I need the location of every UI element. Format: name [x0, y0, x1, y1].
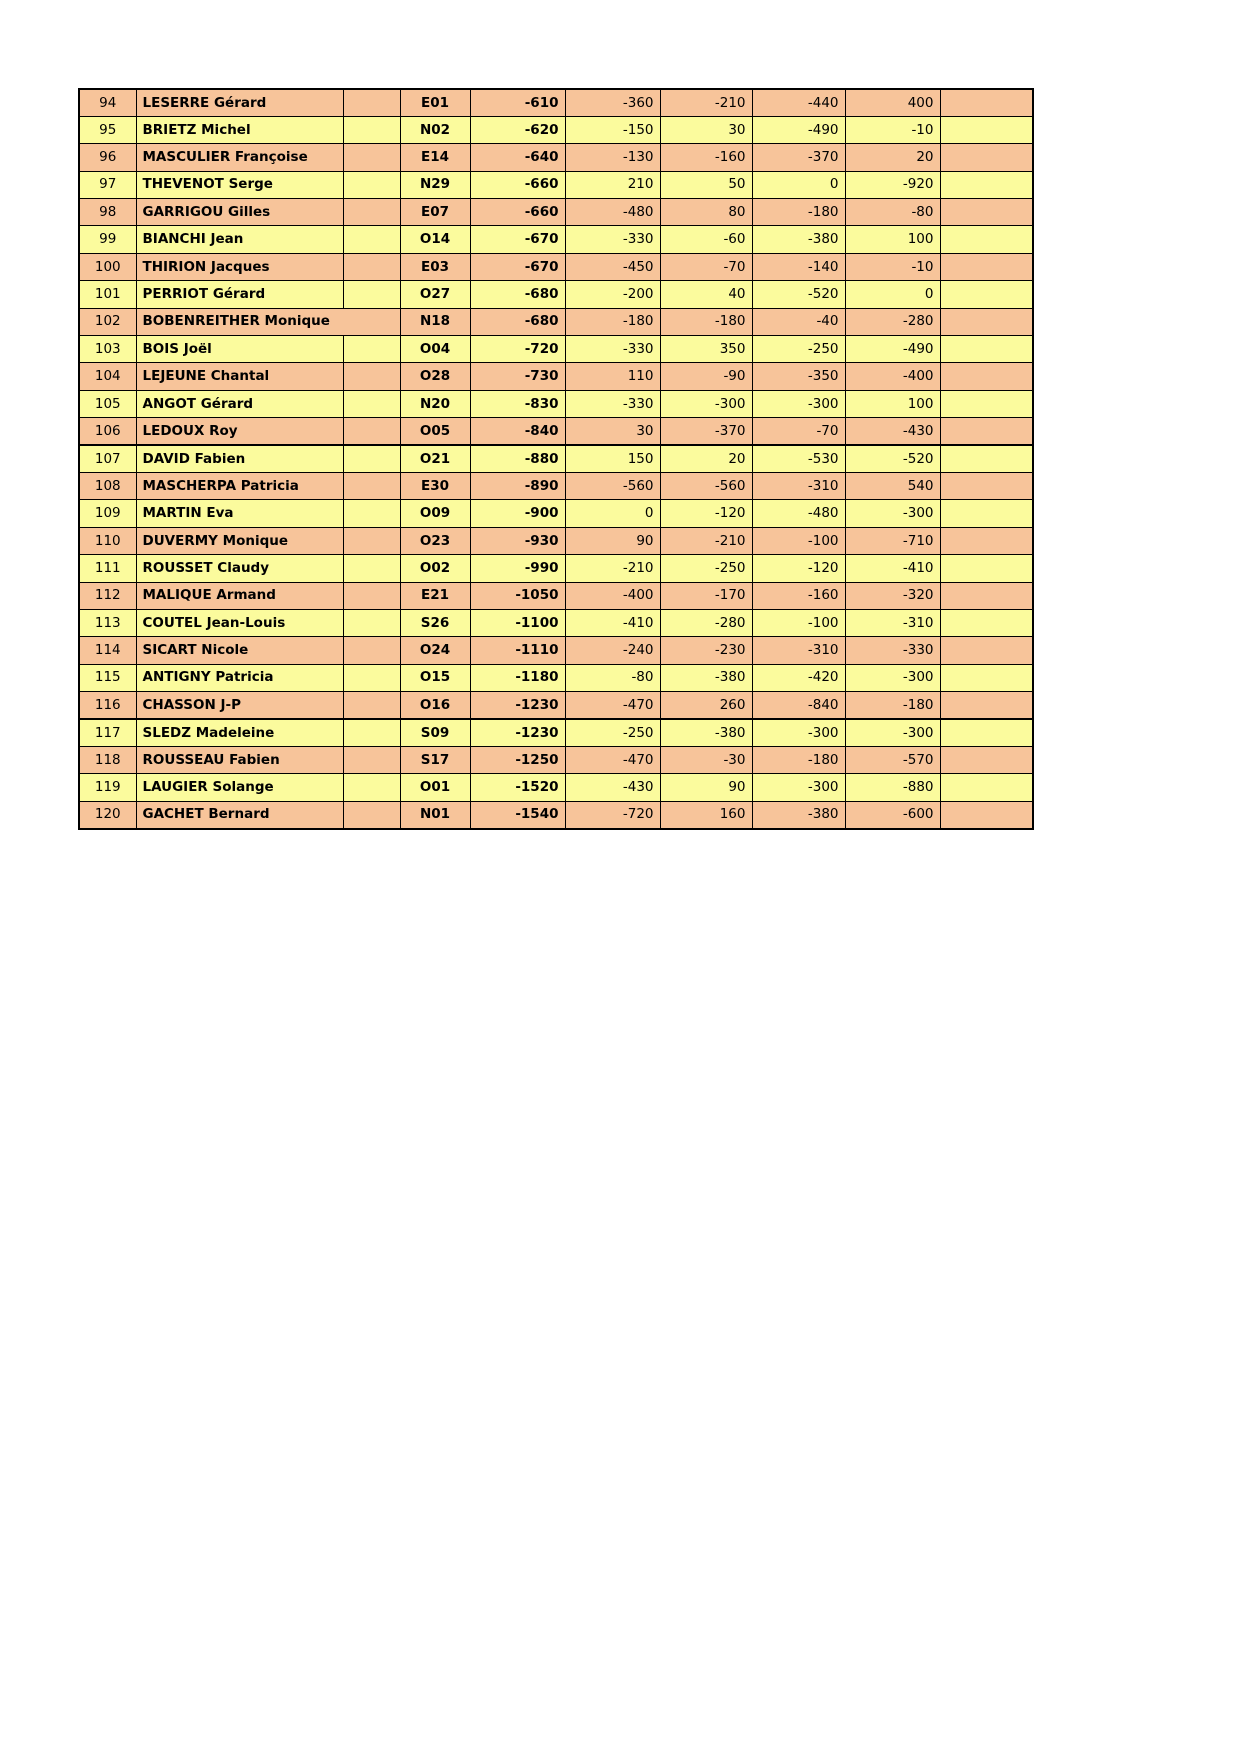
table-row	[79, 253, 1033, 280]
round2-score-cell: 20	[660, 445, 752, 472]
total-score-cell: -660	[470, 171, 565, 198]
total-score-cell: -830	[470, 390, 565, 417]
rank-cell: 100	[79, 253, 136, 280]
round4-score-cell: -710	[845, 527, 940, 554]
spacer-cell	[343, 472, 400, 499]
player-code-cell: O24	[400, 637, 470, 664]
spacer-cell	[343, 89, 400, 116]
trailing-blank-cell	[940, 226, 1033, 253]
spacer-cell	[343, 664, 400, 691]
round4-score-cell: -310	[845, 609, 940, 636]
round4-score-cell: -410	[845, 555, 940, 582]
spacer-cell	[343, 500, 400, 527]
trailing-blank-cell	[940, 445, 1033, 472]
trailing-blank-cell	[940, 801, 1033, 828]
rank-cell: 105	[79, 390, 136, 417]
player-name-cell: ANGOT Gérard	[136, 390, 343, 417]
player-name-cell: LEJEUNE Chantal	[136, 363, 343, 390]
table-row	[79, 472, 1033, 499]
player-name-cell: PERRIOT Gérard	[136, 281, 343, 308]
trailing-blank-cell	[940, 500, 1033, 527]
spacer-cell	[343, 171, 400, 198]
player-code-cell: N18	[400, 308, 470, 335]
total-score-cell: -1250	[470, 746, 565, 773]
rank-cell: 113	[79, 609, 136, 636]
total-score-cell: -720	[470, 336, 565, 363]
round1-score-cell: -240	[565, 637, 660, 664]
player-name-cell: THIRION Jacques	[136, 253, 343, 280]
player-code-cell: N02	[400, 116, 470, 143]
table-row	[79, 308, 1033, 335]
trailing-blank-cell	[940, 664, 1033, 691]
round4-score-cell: -280	[845, 308, 940, 335]
round4-score-cell: -490	[845, 336, 940, 363]
total-score-cell: -990	[470, 555, 565, 582]
round1-score-cell: 210	[565, 171, 660, 198]
rank-cell: 108	[79, 472, 136, 499]
player-name-cell: ANTIGNY Patricia	[136, 664, 343, 691]
table-row	[79, 692, 1033, 719]
player-code-cell: O02	[400, 555, 470, 582]
round3-score-cell: -370	[752, 144, 845, 171]
round2-score-cell: 40	[660, 281, 752, 308]
round3-score-cell: -530	[752, 445, 845, 472]
trailing-blank-cell	[940, 774, 1033, 801]
round1-score-cell: -130	[565, 144, 660, 171]
round3-score-cell: -480	[752, 500, 845, 527]
table-row	[79, 774, 1033, 801]
total-score-cell: -680	[470, 308, 565, 335]
player-code-cell: E14	[400, 144, 470, 171]
player-code-cell: S09	[400, 719, 470, 746]
round2-score-cell: -70	[660, 253, 752, 280]
rank-cell: 97	[79, 171, 136, 198]
round2-score-cell: -170	[660, 582, 752, 609]
player-name-cell: LAUGIER Solange	[136, 774, 343, 801]
table-row	[79, 226, 1033, 253]
table-row	[79, 719, 1033, 746]
round2-score-cell: -210	[660, 527, 752, 554]
total-score-cell: -680	[470, 281, 565, 308]
rank-cell: 98	[79, 199, 136, 226]
round2-score-cell: 160	[660, 801, 752, 828]
rank-cell: 116	[79, 692, 136, 719]
total-score-cell: -640	[470, 144, 565, 171]
round1-score-cell: -560	[565, 472, 660, 499]
round3-score-cell: -440	[752, 89, 845, 116]
rank-cell: 95	[79, 116, 136, 143]
round1-score-cell: 150	[565, 445, 660, 472]
trailing-blank-cell	[940, 582, 1033, 609]
round3-score-cell: -490	[752, 116, 845, 143]
round1-score-cell: 30	[565, 418, 660, 445]
trailing-blank-cell	[940, 308, 1033, 335]
total-score-cell: -670	[470, 253, 565, 280]
table-row	[79, 664, 1033, 691]
table-row	[79, 336, 1033, 363]
table-row	[79, 527, 1033, 554]
round1-score-cell: -450	[565, 253, 660, 280]
round1-score-cell: -360	[565, 89, 660, 116]
round4-score-cell: 0	[845, 281, 940, 308]
round3-score-cell: -300	[752, 774, 845, 801]
total-score-cell: -900	[470, 500, 565, 527]
round4-score-cell: -400	[845, 363, 940, 390]
trailing-blank-cell	[940, 199, 1033, 226]
round2-score-cell: -380	[660, 664, 752, 691]
rank-cell: 99	[79, 226, 136, 253]
player-code-cell: O01	[400, 774, 470, 801]
round3-score-cell: -40	[752, 308, 845, 335]
total-score-cell: -1230	[470, 692, 565, 719]
total-score-cell: -1520	[470, 774, 565, 801]
round3-score-cell: -840	[752, 692, 845, 719]
round3-score-cell: -310	[752, 637, 845, 664]
player-code-cell: N29	[400, 171, 470, 198]
spacer-cell	[343, 253, 400, 280]
round1-score-cell: -200	[565, 281, 660, 308]
round1-score-cell: -470	[565, 746, 660, 773]
spacer-cell	[343, 144, 400, 171]
trailing-blank-cell	[940, 171, 1033, 198]
round1-score-cell: -720	[565, 801, 660, 828]
rank-cell: 114	[79, 637, 136, 664]
table-row	[79, 390, 1033, 417]
round4-score-cell: -10	[845, 253, 940, 280]
rank-cell: 103	[79, 336, 136, 363]
table-row	[79, 555, 1033, 582]
ranking-results-table	[78, 88, 1034, 830]
rank-cell: 111	[79, 555, 136, 582]
total-score-cell: -670	[470, 226, 565, 253]
player-name-cell: BRIETZ Michel	[136, 116, 343, 143]
round1-score-cell: -180	[565, 308, 660, 335]
round1-score-cell: -250	[565, 719, 660, 746]
spacer-cell	[343, 637, 400, 664]
round3-score-cell: -520	[752, 281, 845, 308]
table-row	[79, 363, 1033, 390]
player-code-cell: E30	[400, 472, 470, 499]
table-row	[79, 801, 1033, 828]
player-code-cell: S17	[400, 746, 470, 773]
spacer-cell	[343, 390, 400, 417]
round4-score-cell: 540	[845, 472, 940, 499]
player-name-cell: MALIQUE Armand	[136, 582, 343, 609]
trailing-blank-cell	[940, 719, 1033, 746]
round3-score-cell: -100	[752, 527, 845, 554]
player-name-cell: LEDOUX Roy	[136, 418, 343, 445]
player-code-cell: O23	[400, 527, 470, 554]
rank-cell: 117	[79, 719, 136, 746]
total-score-cell: -1050	[470, 582, 565, 609]
player-name-cell: LESERRE Gérard	[136, 89, 343, 116]
player-code-cell: E01	[400, 89, 470, 116]
round4-score-cell: -430	[845, 418, 940, 445]
round1-score-cell: 0	[565, 500, 660, 527]
player-name-cell: GARRIGOU Gilles	[136, 199, 343, 226]
round3-score-cell: -160	[752, 582, 845, 609]
spacer-cell	[343, 199, 400, 226]
round2-score-cell: 350	[660, 336, 752, 363]
table-row	[79, 116, 1033, 143]
player-name-cell: COUTEL Jean-Louis	[136, 609, 343, 636]
round1-score-cell: -150	[565, 116, 660, 143]
round2-score-cell: -120	[660, 500, 752, 527]
player-name-cell: MASCHERPA Patricia	[136, 472, 343, 499]
round2-score-cell: -380	[660, 719, 752, 746]
round1-score-cell: -430	[565, 774, 660, 801]
player-name-cell: BOBENREITHER Monique	[136, 308, 400, 335]
table-row	[79, 144, 1033, 171]
rank-cell: 109	[79, 500, 136, 527]
round3-score-cell: -420	[752, 664, 845, 691]
results-table-container	[78, 88, 1032, 830]
round3-score-cell: -300	[752, 719, 845, 746]
spacer-cell	[343, 445, 400, 472]
round3-score-cell: 0	[752, 171, 845, 198]
round4-score-cell: -180	[845, 692, 940, 719]
spacer-cell	[343, 418, 400, 445]
round4-score-cell: 20	[845, 144, 940, 171]
round2-score-cell: -370	[660, 418, 752, 445]
player-name-cell: BOIS Joël	[136, 336, 343, 363]
rank-cell: 96	[79, 144, 136, 171]
player-name-cell: CHASSON J-P	[136, 692, 343, 719]
player-code-cell: O14	[400, 226, 470, 253]
spacer-cell	[343, 527, 400, 554]
round4-score-cell: -300	[845, 664, 940, 691]
spacer-cell	[343, 801, 400, 828]
table-row	[79, 746, 1033, 773]
total-score-cell: -620	[470, 116, 565, 143]
round4-score-cell: -10	[845, 116, 940, 143]
round3-score-cell: -300	[752, 390, 845, 417]
round1-score-cell: -330	[565, 336, 660, 363]
table-row	[79, 418, 1033, 445]
total-score-cell: -1110	[470, 637, 565, 664]
round3-score-cell: -350	[752, 363, 845, 390]
trailing-blank-cell	[940, 253, 1033, 280]
results-table-body	[79, 89, 1033, 829]
table-row	[79, 582, 1033, 609]
rank-cell: 101	[79, 281, 136, 308]
total-score-cell: -1180	[470, 664, 565, 691]
player-name-cell: SICART Nicole	[136, 637, 343, 664]
round4-score-cell: -300	[845, 500, 940, 527]
total-score-cell: -1230	[470, 719, 565, 746]
round3-score-cell: -310	[752, 472, 845, 499]
spacer-cell	[343, 692, 400, 719]
round2-score-cell: -230	[660, 637, 752, 664]
table-row	[79, 281, 1033, 308]
rank-cell: 110	[79, 527, 136, 554]
player-code-cell: E03	[400, 253, 470, 280]
spacer-cell	[343, 746, 400, 773]
rank-cell: 119	[79, 774, 136, 801]
rank-cell: 115	[79, 664, 136, 691]
round4-score-cell: -520	[845, 445, 940, 472]
spacer-cell	[343, 281, 400, 308]
round4-score-cell: 400	[845, 89, 940, 116]
spacer-cell	[343, 555, 400, 582]
round4-score-cell: -330	[845, 637, 940, 664]
player-code-cell: S26	[400, 609, 470, 636]
round3-score-cell: -140	[752, 253, 845, 280]
round3-score-cell: -100	[752, 609, 845, 636]
round1-score-cell: 110	[565, 363, 660, 390]
trailing-blank-cell	[940, 281, 1033, 308]
player-code-cell: O05	[400, 418, 470, 445]
total-score-cell: -880	[470, 445, 565, 472]
player-code-cell: N20	[400, 390, 470, 417]
player-code-cell: E21	[400, 582, 470, 609]
trailing-blank-cell	[940, 390, 1033, 417]
round1-score-cell: -410	[565, 609, 660, 636]
round2-score-cell: 50	[660, 171, 752, 198]
player-name-cell: BIANCHI Jean	[136, 226, 343, 253]
round1-score-cell: -80	[565, 664, 660, 691]
rank-cell: 118	[79, 746, 136, 773]
player-code-cell: N01	[400, 801, 470, 828]
round1-score-cell: -470	[565, 692, 660, 719]
total-score-cell: -930	[470, 527, 565, 554]
round2-score-cell: -250	[660, 555, 752, 582]
spacer-cell	[343, 609, 400, 636]
trailing-blank-cell	[940, 116, 1033, 143]
total-score-cell: -1540	[470, 801, 565, 828]
round2-score-cell: -210	[660, 89, 752, 116]
rank-cell: 107	[79, 445, 136, 472]
player-name-cell: ROUSSET Claudy	[136, 555, 343, 582]
player-code-cell: E07	[400, 199, 470, 226]
round2-score-cell: -560	[660, 472, 752, 499]
trailing-blank-cell	[940, 89, 1033, 116]
round2-score-cell: 80	[660, 199, 752, 226]
table-row	[79, 637, 1033, 664]
round1-score-cell: -210	[565, 555, 660, 582]
round1-score-cell: -330	[565, 226, 660, 253]
round4-score-cell: -880	[845, 774, 940, 801]
player-code-cell: O09	[400, 500, 470, 527]
round4-score-cell: 100	[845, 390, 940, 417]
round4-score-cell: -300	[845, 719, 940, 746]
player-name-cell: SLEDZ Madeleine	[136, 719, 343, 746]
player-name-cell: MARTIN Eva	[136, 500, 343, 527]
player-code-cell: O04	[400, 336, 470, 363]
round4-score-cell: -570	[845, 746, 940, 773]
round2-score-cell: -280	[660, 609, 752, 636]
table-row	[79, 609, 1033, 636]
total-score-cell: -1100	[470, 609, 565, 636]
table-row	[79, 500, 1033, 527]
trailing-blank-cell	[940, 692, 1033, 719]
round2-score-cell: -300	[660, 390, 752, 417]
table-row	[79, 89, 1033, 116]
trailing-blank-cell	[940, 746, 1033, 773]
round1-score-cell: -400	[565, 582, 660, 609]
player-code-cell: O28	[400, 363, 470, 390]
round3-score-cell: -180	[752, 746, 845, 773]
round3-score-cell: -250	[752, 336, 845, 363]
round2-score-cell: 90	[660, 774, 752, 801]
player-name-cell: THEVENOT Serge	[136, 171, 343, 198]
round2-score-cell: -30	[660, 746, 752, 773]
round2-score-cell: 30	[660, 116, 752, 143]
table-row	[79, 171, 1033, 198]
spacer-cell	[343, 582, 400, 609]
player-name-cell: DUVERMY Monique	[136, 527, 343, 554]
total-score-cell: -610	[470, 89, 565, 116]
round4-score-cell: -600	[845, 801, 940, 828]
player-name-cell: DAVID Fabien	[136, 445, 343, 472]
round2-score-cell: -160	[660, 144, 752, 171]
spacer-cell	[343, 116, 400, 143]
round1-score-cell: -330	[565, 390, 660, 417]
round3-score-cell: -380	[752, 801, 845, 828]
player-code-cell: O21	[400, 445, 470, 472]
player-name-cell: MASCULIER Françoise	[136, 144, 343, 171]
table-row	[79, 199, 1033, 226]
rank-cell: 104	[79, 363, 136, 390]
player-code-cell: O16	[400, 692, 470, 719]
spacer-cell	[343, 226, 400, 253]
rank-cell: 102	[79, 308, 136, 335]
round2-score-cell: -180	[660, 308, 752, 335]
trailing-blank-cell	[940, 527, 1033, 554]
round2-score-cell: 260	[660, 692, 752, 719]
total-score-cell: -660	[470, 199, 565, 226]
trailing-blank-cell	[940, 363, 1033, 390]
total-score-cell: -840	[470, 418, 565, 445]
player-code-cell: O15	[400, 664, 470, 691]
round4-score-cell: -320	[845, 582, 940, 609]
round4-score-cell: -920	[845, 171, 940, 198]
player-name-cell: GACHET Bernard	[136, 801, 343, 828]
round3-score-cell: -180	[752, 199, 845, 226]
spacer-cell	[343, 719, 400, 746]
trailing-blank-cell	[940, 336, 1033, 363]
rank-cell: 112	[79, 582, 136, 609]
round4-score-cell: 100	[845, 226, 940, 253]
trailing-blank-cell	[940, 637, 1033, 664]
total-score-cell: -730	[470, 363, 565, 390]
trailing-blank-cell	[940, 418, 1033, 445]
table-row	[79, 445, 1033, 472]
player-code-cell: O27	[400, 281, 470, 308]
rank-cell: 120	[79, 801, 136, 828]
round4-score-cell: -80	[845, 199, 940, 226]
spacer-cell	[343, 774, 400, 801]
round2-score-cell: -60	[660, 226, 752, 253]
total-score-cell: -890	[470, 472, 565, 499]
round2-score-cell: -90	[660, 363, 752, 390]
trailing-blank-cell	[940, 555, 1033, 582]
round3-score-cell: -120	[752, 555, 845, 582]
trailing-blank-cell	[940, 472, 1033, 499]
round1-score-cell: -480	[565, 199, 660, 226]
trailing-blank-cell	[940, 144, 1033, 171]
rank-cell: 94	[79, 89, 136, 116]
rank-cell: 106	[79, 418, 136, 445]
round3-score-cell: -70	[752, 418, 845, 445]
spacer-cell	[343, 363, 400, 390]
player-name-cell: ROUSSEAU Fabien	[136, 746, 343, 773]
round3-score-cell: -380	[752, 226, 845, 253]
spacer-cell	[343, 336, 400, 363]
round1-score-cell: 90	[565, 527, 660, 554]
trailing-blank-cell	[940, 609, 1033, 636]
